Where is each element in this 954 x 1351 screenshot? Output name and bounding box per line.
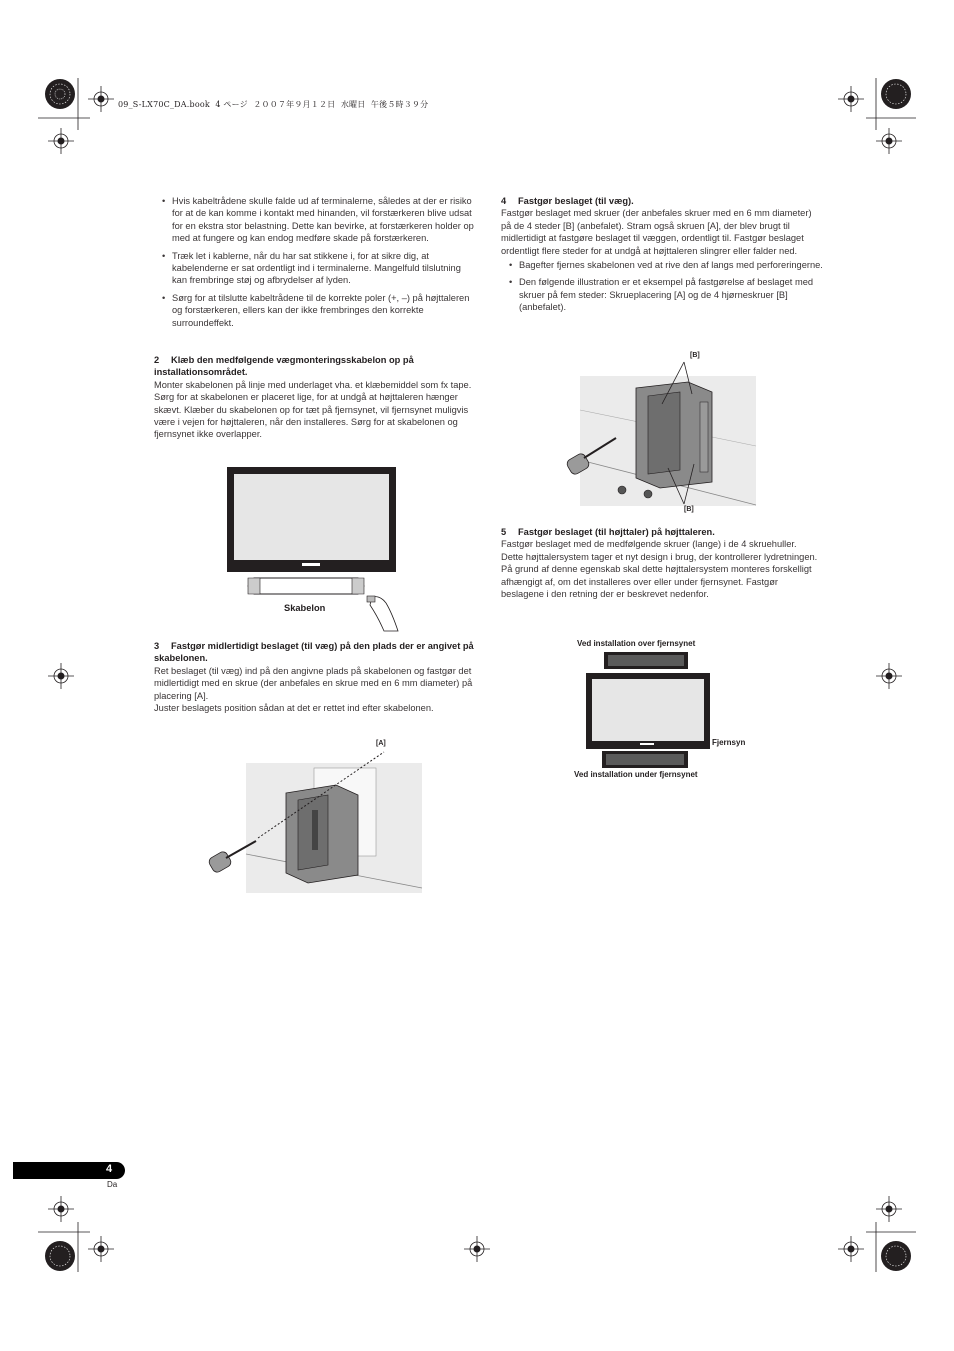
step-3-text-2: Juster beslagets position sådan at det er rettet ind efter skabelonen. [154, 703, 434, 714]
crosshair-target-icon [838, 1236, 864, 1262]
tv-speaker-figure [572, 637, 772, 787]
crosshair-target-icon [48, 1196, 74, 1222]
list-item: • Sørg for at tilslutte kabeltrådene til de korrekte poler (+, –) på højttaleren og forstærkeren, ellers kan der ikke frembringes den korrekte surroundeffekt. [154, 292, 474, 329]
step-4-heading [501, 195, 823, 207]
step-2 [154, 354, 474, 441]
tv-speaker-illustration [572, 651, 772, 771]
step-4-bullet-list [501, 259, 823, 314]
registration-starburst-icon [880, 1240, 912, 1272]
list-item: • Den følgende illustration er et eksempel på fastgørelse af beslaget med skruer på fem steder: Skrueplacering [A] og de 4 hjørneskruer [B] (anbefalet). [501, 276, 823, 313]
registration-starburst-icon [44, 1240, 76, 1272]
crosshair-target-icon [88, 1236, 114, 1262]
registration-starburst-icon [880, 78, 912, 110]
step-number: 5 [501, 527, 507, 537]
crosshair-target-icon [88, 86, 114, 112]
list-item: • Træk let i kablerne, når du har sat stikkene i, for at sikre dig, at kabelenderne er sat ordentligt ind i terminalerne. Mangelfuld tilslutning kan frembringe støj og afbrydelser af lyden. [154, 250, 474, 287]
template-label: Skabelon [284, 603, 326, 613]
registration-starburst-icon [44, 78, 76, 110]
crosshair-target-icon [838, 86, 864, 112]
step-5-text-2: Dette højttalersystem tager et nyt design i brug, der kontrollerer lydretningen. På grund af denne egenskab skal dette højttalersystem monteres forskelligt afhængigt af, om det installeres over eller under fjernsynet. Fastgør beslagene i den retning der er beskrevet nedenfor. [501, 551, 818, 600]
language-code: Da [107, 1180, 118, 1189]
bracket-screws-b-illustration [566, 350, 758, 518]
page-number: 4 [106, 1163, 113, 1175]
step-heading-text: Fastgør midlertidigt beslaget (til væg) på den plads der er angivet på skabelonen. [154, 641, 474, 664]
step-5 [501, 526, 823, 600]
step-heading-text: Klæb den medfølgende vægmonteringsskabelon op på installationsområdet. [154, 355, 414, 378]
label-over-tv: Ved installation over fjernsynet [577, 639, 696, 648]
label-tv: Fjernsyn [712, 738, 746, 747]
step-number: 3 [154, 641, 160, 651]
step-2-heading [154, 354, 474, 379]
bracket-figure-a [206, 738, 424, 896]
list-item: • Bagefter fjernes skabelonen ved at rive den af langs med perforeringerne. [501, 259, 823, 271]
step-heading-text: Fastgør beslaget (til væg). [518, 196, 634, 206]
label-a: [A] [376, 740, 386, 747]
step-2-text: Monter skabelonen på linje med underlaget vha. et klæbemiddel som fx tape. Sørg for at skabelonen er placeret lige, for at undgå at højttaleren hænger skævt. Klæber du skabelonen op for tæt på fjernsynet, vil fjernsynet muligvis være i vejen for højttaleren, når den installeres. Sørg for at skabelonen og fjernsynet ikke overlapper. [154, 379, 472, 440]
step-number: 2 [154, 355, 160, 365]
step-4 [501, 195, 823, 319]
step-4-text: Fastgør beslaget med skruer (der anbefales skruer med en 6 mm diameter) på de 4 steder [B] (anbefalet). Stram også skruen [A], der blev brugt til midlertidigt at fastgøre beslaget til væggen, ordentligt til. Fastgør beslaget ordentligt flere steder for at undgå at højttaleren slingrer eller falder ned. [501, 208, 812, 256]
bracket-figure-b [566, 350, 758, 518]
bracket-screw-a-illustration [206, 738, 424, 896]
crosshair-target-icon [464, 1236, 490, 1262]
label-b-top: [B] [690, 352, 700, 359]
step-5-heading [501, 526, 823, 538]
crosshair-target-icon [876, 1196, 902, 1222]
crosshair-target-icon [48, 128, 74, 154]
step-number: 4 [501, 196, 507, 206]
step-3-text-1: Ret beslaget (til væg) ind på den angivne plads på skabelonen og fastgør det midlertidigt med en skrue (der anbefales en skrue med en 6 mm diameter) på placering [A]. [154, 665, 473, 701]
left-column [154, 195, 474, 334]
list-item: • Hvis kabeltrådene skulle falde ud af terminalerne, således at der er risiko for at de kan komme i kontakt med hinanden, vil forstærkeren blive udsat for en ekstra stor belastning. Dette kan bevirke, at forstærkeren holder op med at fungere og kan endog medføre skade på forstærkeren. [154, 195, 474, 245]
step-5-text-1: Fastgør beslaget med de medfølgende skruer (lange) i de 4 skruehuller. [501, 539, 797, 550]
label-under-tv: Ved installation under fjernsynet [574, 770, 698, 779]
page-number-tab [13, 1162, 125, 1179]
file-info-header: 09_S-LX70C_DA.book 4 ページ ２００７年９月１２日 水曜日 午後５時３９分 [118, 100, 429, 109]
step-3 [154, 640, 474, 714]
step-3-heading [154, 640, 474, 665]
crosshair-target-icon [876, 128, 902, 154]
crosshair-target-icon [48, 663, 74, 689]
step-heading-text: Fastgør beslaget (til højttaler) på højttaleren. [518, 527, 715, 537]
crosshair-target-icon [876, 663, 902, 689]
label-b-bottom: [B] [684, 506, 694, 513]
template-figure [226, 466, 406, 632]
cable-bullet-list [154, 195, 474, 329]
